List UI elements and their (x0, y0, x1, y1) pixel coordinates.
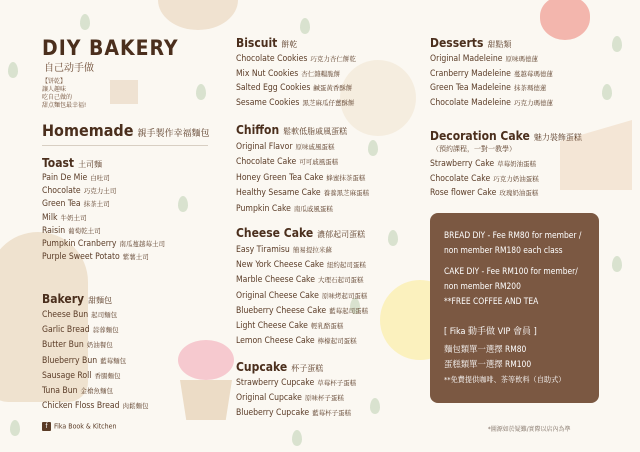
section-subtitle: 杯子蛋糕 (291, 364, 324, 373)
section-title: Cupcake (236, 360, 288, 374)
section-title: Toast (42, 156, 75, 170)
list-item: Blueberry Cupcake 藍莓杯子蛋糕 (236, 408, 352, 419)
section-decoration-cake (430, 129, 582, 143)
list-item: Chocolate Cake 可可戚風蛋糕 (236, 157, 339, 168)
menu-subtitle: 自己动手做 (44, 63, 94, 74)
section-chiffon (236, 123, 347, 137)
cheesecake-list (236, 243, 368, 349)
bakery-list (42, 308, 149, 414)
leaf-icon (292, 430, 302, 446)
list-item: Chocolate 巧克力土司 (42, 186, 117, 197)
cupcake-list (236, 376, 356, 422)
vip-title: [ Fika 動手做 VIP 會員 ] (444, 327, 537, 337)
leaf-icon (80, 14, 90, 30)
leaf-icon (612, 36, 622, 52)
list-item: Chocolate Cake 巧克力奶油蛋糕 (430, 173, 539, 184)
leaf-icon (8, 62, 18, 78)
section-subtitle: 親手製作幸福麵包 (137, 129, 210, 139)
list-item: Sesame Cookies 黑芝麻瓜仔薑酥餅 (236, 97, 355, 108)
vip-line: 蛋糕類單一選擇 RM100 (444, 359, 532, 369)
leaf-icon (388, 230, 398, 246)
list-item: Pumpkin Cranberry 南瓜蔓越莓土司 (42, 239, 165, 250)
list-item: Marble Cheese Cake 大理石起司蛋糕 (236, 275, 364, 286)
leaf-icon (368, 140, 378, 156)
leaf-icon (178, 196, 188, 212)
list-item: Cranberry Madeleine 蔓越莓瑪德蓮 (430, 68, 553, 79)
section-subtitle: 餅乾 (281, 40, 298, 49)
intro-line: 【饼乾】 (42, 78, 67, 85)
list-item: Purple Sweet Potato 紫薯土司 (42, 252, 149, 263)
chiffon-list (236, 140, 369, 217)
disclaimer-text: *圖源如於疑難/實際以店內為準 (488, 426, 571, 433)
section-subtitle: 土司麵 (78, 160, 103, 169)
list-item: Easy Tiramisu 簡易提拉米蘇 (236, 245, 332, 255)
list-item: Rose flower Cake 玫瑰奶油蛋糕 (430, 188, 539, 198)
leaf-icon (612, 256, 622, 272)
desserts-list (430, 52, 553, 110)
list-item: Pain De Mie 白吐司 (42, 173, 110, 183)
menu-intro-note (42, 78, 112, 110)
list-item: Salted Egg Cookies 鹹蛋黃香酥餅 (236, 83, 353, 93)
intro-line: 甜点麵包最幸福! (42, 102, 87, 109)
list-item: Garlic Bread 蒜蓉麵包 (42, 325, 119, 336)
list-item: Strawberry Cupcake 草莓杯子蛋糕 (236, 378, 357, 388)
list-item: Milk 牛奶土司 (42, 212, 87, 223)
section-title: Desserts (430, 36, 484, 50)
house-illustration (110, 80, 138, 104)
cake-price-line: non member RM200 (444, 281, 521, 291)
section-homemade (42, 121, 210, 140)
footer-brand[interactable] (42, 422, 117, 431)
section-cupcake (236, 360, 323, 374)
section-subtitle: 鬆軟低脂戚風蛋糕 (283, 127, 348, 136)
leaf-icon (196, 84, 206, 100)
list-item: Blueberry Cheese Cake 藍莓起司蛋糕 (236, 305, 369, 316)
pricing-panel (430, 213, 599, 403)
list-item: Mix Nut Cookies 杏仁雜糧脆餅 (236, 68, 341, 79)
list-item: Sausage Roll 香腸麵包 (42, 370, 121, 381)
list-item: Original Cheese Cake 原味烤起司蛋糕 (236, 290, 368, 301)
bread-price-line: non member RM180 each class (444, 245, 563, 255)
decoration-cake-list (430, 157, 539, 201)
list-item: Chocolate Madeleine 巧克力瑪德蓮 (430, 97, 553, 108)
intro-line: 吃自己做的 (42, 94, 73, 101)
decoration-cake-note: （預約課程，一對一教學） (432, 145, 516, 153)
section-subtitle: 甜點類 (487, 40, 512, 49)
section-toast (42, 156, 102, 170)
list-item: Original Flavor 原味戚風蛋糕 (236, 142, 335, 152)
bun-illustration (158, 0, 238, 30)
list-item: Pumpkin Cake 南瓜戚風蛋糕 (236, 203, 333, 214)
list-item: Healthy Sesame Cake 養養黑芝麻蛋糕 (236, 188, 370, 199)
strawberry-illustration (540, 0, 590, 40)
leaf-icon (370, 398, 380, 414)
facebook-icon: f (42, 422, 51, 431)
section-divider (42, 145, 208, 146)
bread-price-line: BREAD DIY - Fee RM80 for member / (444, 230, 582, 240)
cupcake-illustration (178, 340, 234, 380)
list-item: Raisin 葡萄乾土司 (42, 225, 101, 236)
section-biscuit (236, 36, 297, 50)
vip-line: 麵包類單一選擇 RM80 (444, 344, 527, 354)
section-subtitle: 甜麵包 (88, 296, 113, 305)
intro-line: 讓人趣味 (42, 86, 67, 93)
list-item: Honey Green Tea Cake 蜂蜜抹茶蛋糕 (236, 172, 366, 183)
section-title: Decoration Cake (430, 129, 530, 143)
list-item: Tuna Bun 金槍魚麵包 (42, 386, 114, 397)
leaf-icon (300, 18, 310, 34)
section-subtitle: 濃郁起司蛋糕 (317, 230, 366, 239)
section-title: Homemade (42, 121, 134, 140)
section-title: Bakery (42, 292, 85, 306)
list-item: Cheese Bun 起司麵包 (42, 310, 118, 320)
section-bakery (42, 292, 112, 306)
list-item: Original Madeleine 原味瑪德蓮 (430, 54, 539, 64)
section-title: Biscuit (236, 36, 278, 50)
brand-name: Fika Book & Kitchen (54, 422, 117, 431)
list-item: Butter Bun 奶油餐包 (42, 340, 113, 351)
list-item: Green Tea 抹茶土司 (42, 199, 110, 210)
list-item: Original Cupcake 原味杯子蛋糕 (236, 393, 344, 404)
list-item: Green Tea Madeleine 抹茶瑪德蓮 (430, 83, 547, 93)
vip-line: **免費提供咖啡、茶等飲料（自助式） (444, 375, 566, 384)
section-cheesecake (236, 226, 365, 240)
section-title: Chiffon (236, 123, 280, 137)
list-item: Chicken Floss Bread 肉鬆麵包 (42, 401, 149, 412)
biscuit-list (236, 52, 356, 110)
list-item: Blueberry Bun 藍莓麵包 (42, 355, 127, 366)
section-title: Cheese Cake (236, 226, 314, 240)
menu-title: DIY BAKERY (42, 36, 179, 60)
leaf-icon (602, 84, 612, 100)
toast-list (42, 172, 165, 264)
cake-price-line: CAKE DIY - Fee RM100 for member/ (444, 266, 578, 276)
cupcake-base-illustration (180, 380, 232, 420)
list-item: Strawberry Cake 草莓奶油蛋糕 (430, 159, 537, 169)
list-item: Chocolate Cookies 巧克力杏仁餅乾 (236, 54, 356, 64)
free-drinks-note: **FREE COFFEE AND TEA (444, 296, 539, 306)
leaf-icon (10, 420, 20, 436)
list-item: New York Cheese Cake 紐約起司蛋糕 (236, 260, 366, 271)
list-item: Lemon Cheese Cake 檸檬起司蛋糕 (236, 336, 357, 347)
section-desserts (430, 36, 511, 50)
list-item: Light Cheese Cake 輕乳酪蛋糕 (236, 321, 344, 332)
section-subtitle: 魅力裝飾蛋糕 (533, 133, 582, 142)
